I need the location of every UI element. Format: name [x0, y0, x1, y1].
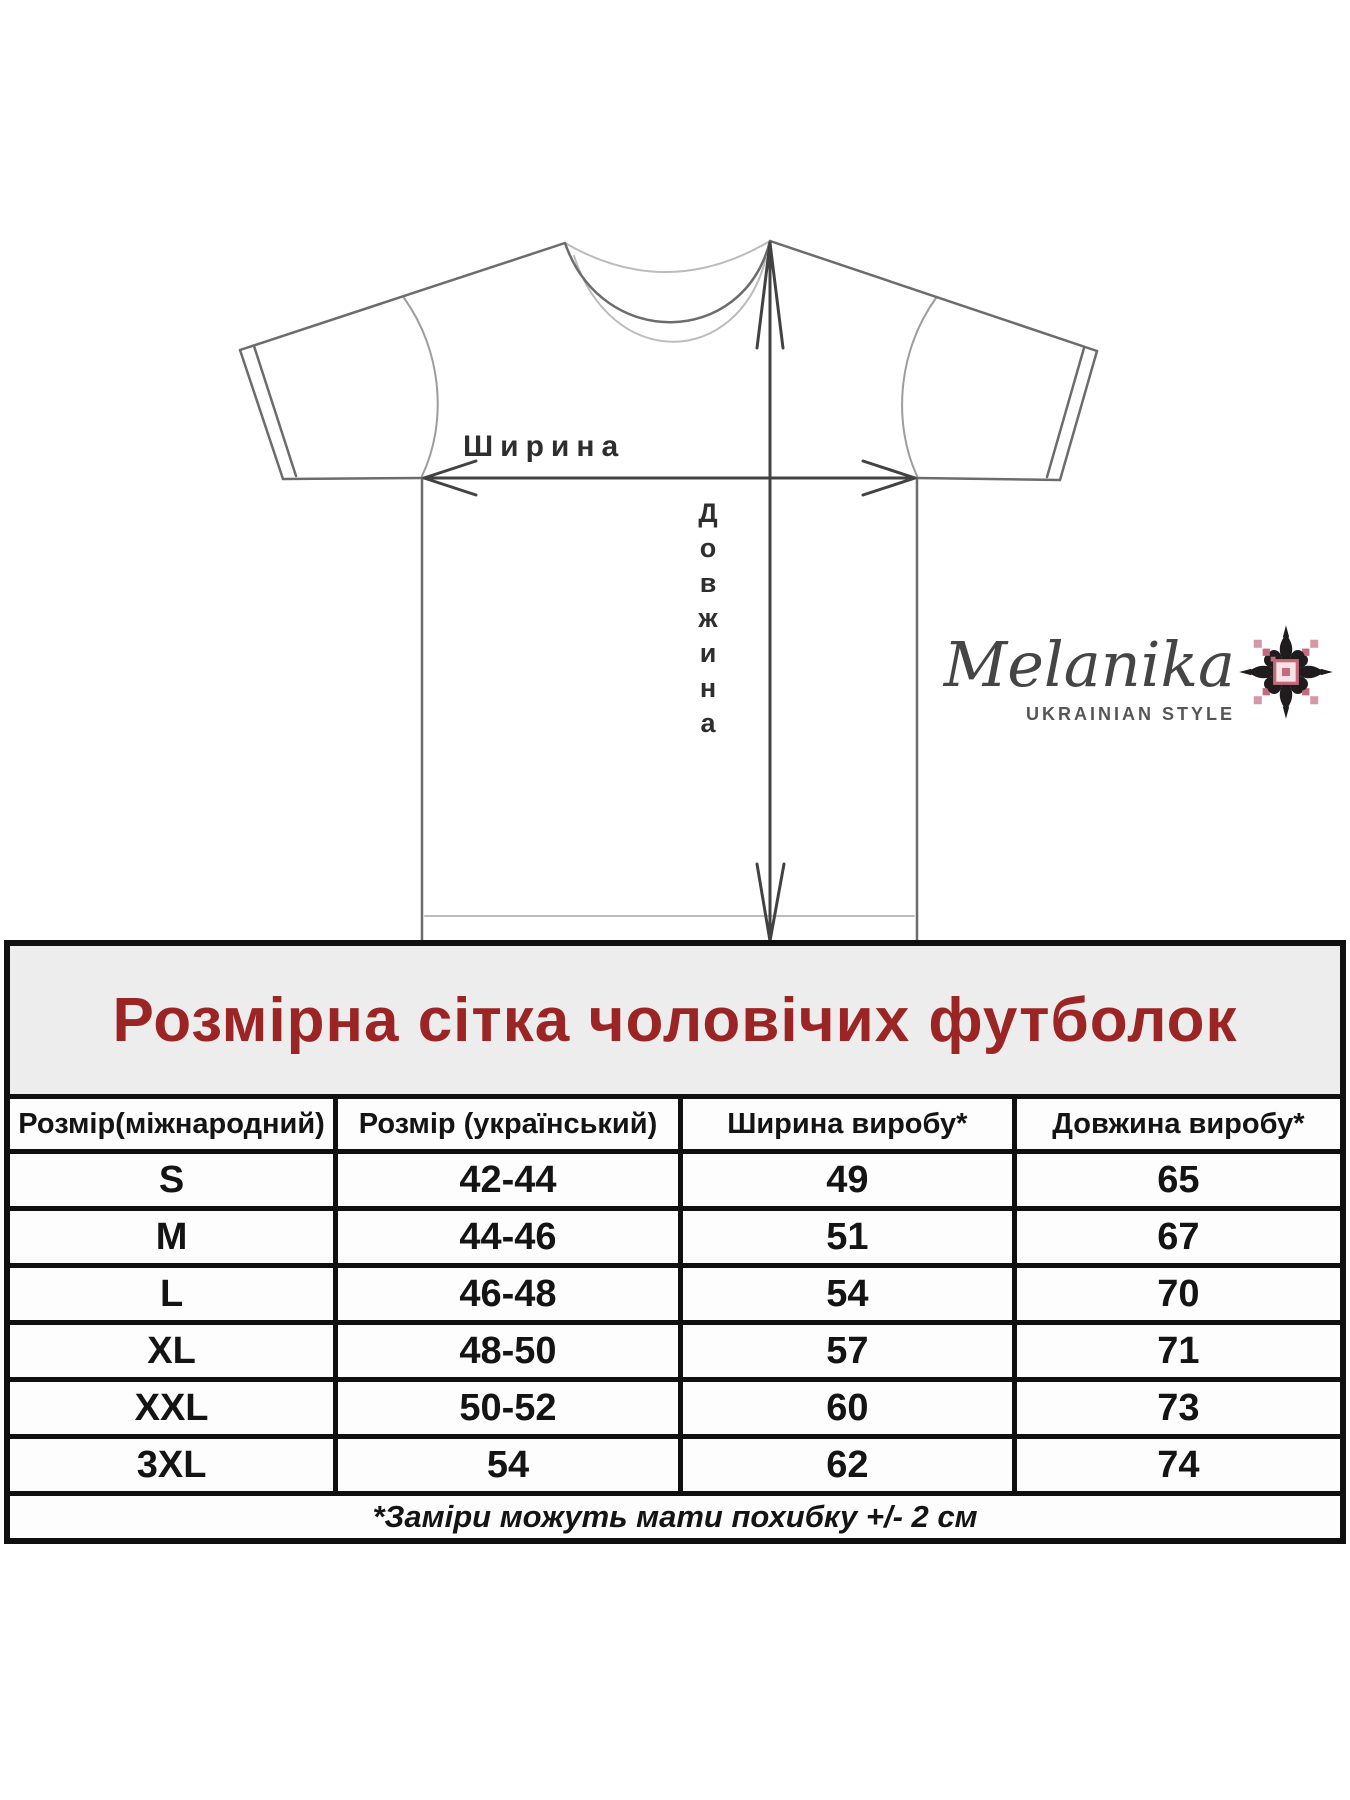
cell-length: 73 — [1014, 1380, 1343, 1437]
table-row-s — [7, 1152, 1343, 1209]
header-item-length: Довжина виробу* — [1014, 1097, 1343, 1152]
cell-length: 71 — [1014, 1323, 1343, 1380]
left-armhole-seam — [404, 298, 438, 476]
folk-ornament-icon — [1236, 608, 1336, 736]
cell-length: 70 — [1014, 1266, 1343, 1323]
brand-tagline: UKRAINIAN STYLE — [1025, 704, 1235, 724]
header-size-international: Розмір(міжнародний) — [7, 1097, 336, 1152]
cell-width: 62 — [680, 1437, 1014, 1494]
cell-intl: 3XL — [7, 1437, 336, 1494]
cell-width: 57 — [680, 1323, 1014, 1380]
table-row-l — [7, 1266, 1343, 1323]
cell-width: 60 — [680, 1380, 1014, 1437]
table-row-m — [7, 1209, 1343, 1266]
left-shoulder — [240, 243, 565, 350]
back-neck-line — [565, 241, 770, 272]
cell-ua: 48-50 — [336, 1323, 681, 1380]
ornament-center-dot — [1282, 668, 1290, 676]
cell-ua: 54 — [336, 1437, 681, 1494]
cell-ua: 42-44 — [336, 1152, 681, 1209]
table-header-row — [7, 1097, 1343, 1152]
cell-width: 54 — [680, 1266, 1014, 1323]
cell-ua: 46-48 — [336, 1266, 681, 1323]
table-row-xxl — [7, 1380, 1343, 1437]
cell-intl: S — [7, 1152, 336, 1209]
size-table — [4, 940, 1346, 1544]
cell-length: 67 — [1014, 1209, 1343, 1266]
table-title-row — [7, 943, 1343, 1097]
cell-intl: M — [7, 1209, 336, 1266]
width-dimension-label: Ширина — [463, 430, 626, 463]
cell-length: 74 — [1014, 1437, 1343, 1494]
cell-ua: 50-52 — [336, 1380, 681, 1437]
cell-intl: XXL — [7, 1380, 336, 1437]
header-item-width: Ширина виробу* — [680, 1097, 1014, 1152]
right-armhole-seam — [902, 298, 936, 476]
cell-length: 65 — [1014, 1152, 1343, 1209]
cell-width: 49 — [680, 1152, 1014, 1209]
table-footnote: *Заміри можуть мати похибку +/- 2 см — [7, 1494, 1343, 1542]
cell-width: 51 — [680, 1209, 1014, 1266]
right-shoulder — [770, 241, 1097, 351]
right-sleeve-underside — [917, 478, 1060, 480]
cell-intl: XL — [7, 1323, 336, 1380]
table-row-3xl — [7, 1437, 1343, 1494]
header-size-ukrainian: Розмір (український) — [336, 1097, 681, 1152]
length-dimension-label: Довжина — [693, 498, 723, 743]
cell-intl: L — [7, 1266, 336, 1323]
table-row-xl — [7, 1323, 1343, 1380]
cell-ua: 44-46 — [336, 1209, 681, 1266]
table-footnote-row — [7, 1494, 1343, 1542]
table-title: Розмірна сітка чоловічих футболок — [7, 943, 1343, 1097]
brand-logo-text: Melanika — [943, 628, 1235, 701]
left-sleeve-underside — [283, 478, 422, 479]
